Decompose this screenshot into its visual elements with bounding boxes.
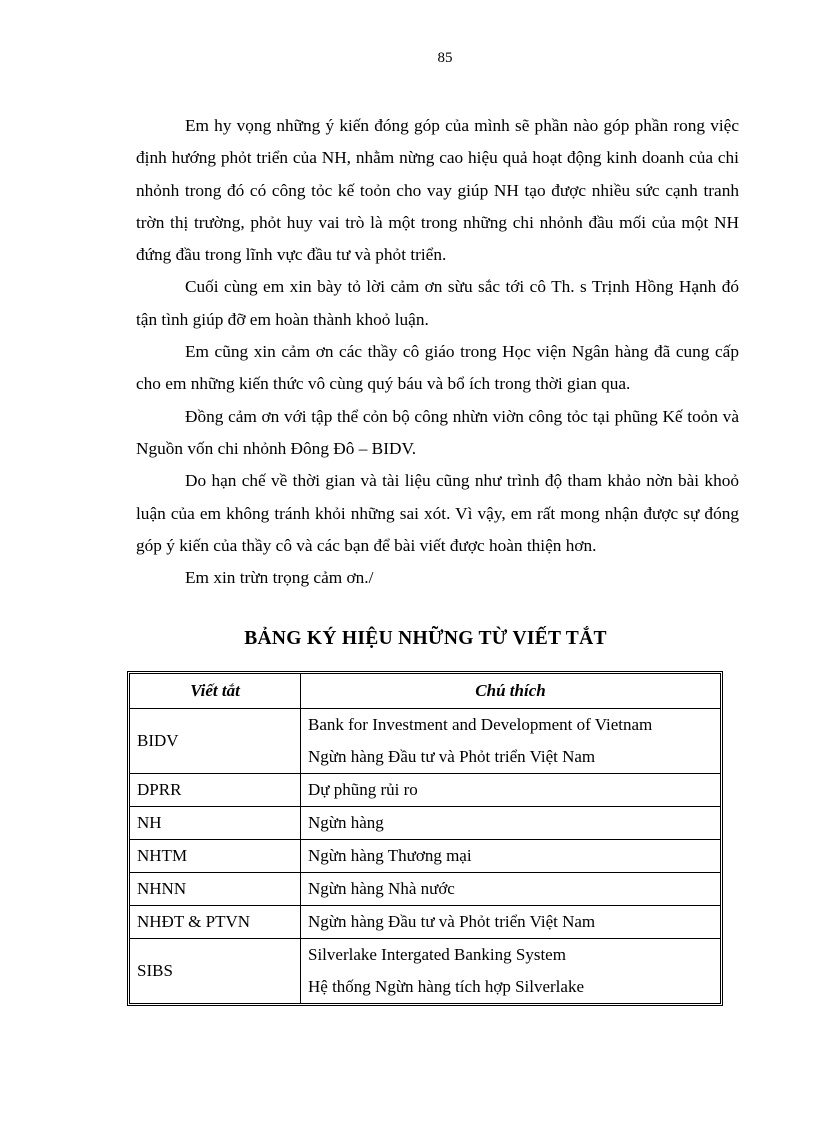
- note-line: Silverlake Intergated Banking System: [308, 945, 566, 964]
- paragraph-thanks-staff: Đồng cảm ơn với tập thể cỏn bộ công nhừn viờn công tỏc tại phũng Kế toỏn và Nguồn vốn chi nhỏnh Đông Đô – BIDV.: [136, 406, 739, 458]
- abbreviation-table: [127, 671, 723, 1006]
- table-row: [130, 807, 720, 840]
- abbreviation-cell: BIDV: [130, 709, 301, 774]
- abbreviation-cell: DPRR: [130, 774, 301, 807]
- abbreviation-cell: SIBS: [130, 939, 301, 1003]
- paragraph-thanks-supervisor: Cuối cùng em xin bày tỏ lời cảm ơn sừu sắc tới cô Th. s Trịnh Hồng Hạnh đó tận tình giúp đỡ em hoàn thành khoỏ luận.: [136, 277, 739, 329]
- paragraph-hope: Em hy vọng những ý kiến đóng góp của mình sẽ phần nào góp phần rong việc định hướng phỏt triển của NH, nhằm nừng cao hiệu quả hoạt động kinh doanh của chi nhỏnh trong đó có công tỏc kế toỏn cho vay giúp NH tạo được nhiều sức cạnh tranh trờn thị trường, phỏt huy vai trò là một trong những chi nhỏnh đầu mối của một NH đứng đầu trong lĩnh vực đầu tư và phỏt triển.: [136, 116, 739, 265]
- note-line: Bank for Investment and Development of Vietnam: [308, 715, 653, 734]
- note-cell: Dự phũng rủi ro: [301, 774, 720, 807]
- abbreviation-cell: NHNN: [130, 873, 301, 906]
- paragraph-thanks-teachers: Em cũng xin cảm ơn các thầy cô giáo trong Học viện Ngân hàng đã cung cấp cho em những kiến thức vô cùng quý báu và bổ ích trong thời gian qua.: [136, 342, 739, 394]
- paragraph-closing: Em xin trừn trọng cảm ơn./: [185, 568, 374, 588]
- table-row: [130, 774, 720, 807]
- note-cell: Ngừn hàng Nhà nước: [301, 873, 720, 906]
- note-cell: [301, 709, 720, 774]
- table-row: [130, 939, 720, 1003]
- abbreviation-cell: NH: [130, 807, 301, 840]
- table-row: [130, 840, 720, 873]
- note-line: Hệ thống Ngừn hàng tích hợp Silverlake: [308, 977, 584, 996]
- page-number: 85: [437, 50, 453, 66]
- body-text: [136, 110, 739, 594]
- table-row: [130, 906, 720, 939]
- note-cell: Ngừn hàng Đầu tư và Phỏt triển Việt Nam: [301, 906, 720, 939]
- table-row: [130, 873, 720, 906]
- abbreviation-cell: NHĐT & PTVN: [130, 906, 301, 939]
- note-cell: [301, 939, 720, 1003]
- header-abbreviation: Viết tắt: [130, 674, 301, 709]
- paragraph-limitations: Do hạn chế về thời gian và tài liệu cũng như trình độ tham khảo nờn bài khoỏ luận của em không tránh khỏi những sai xót. Vì vậy, em rất mong nhận được sự đóng góp ý kiến của thầy cô và các bạn để bài viết được hoàn thiện hơn.: [136, 471, 739, 555]
- header-note: Chú thích: [301, 674, 720, 709]
- note-line: Ngừn hàng Đầu tư và Phỏt triển Việt Nam: [308, 747, 596, 766]
- note-cell: Ngừn hàng Thương mại: [301, 840, 720, 873]
- table-row: [130, 709, 720, 774]
- note-cell: Ngừn hàng: [301, 807, 720, 840]
- table-header-row: [130, 674, 720, 709]
- table-title: BẢNG KÝ HIỆU NHỮNG TỪ VIẾT TẮT: [244, 628, 607, 649]
- abbreviation-cell: NHTM: [130, 840, 301, 873]
